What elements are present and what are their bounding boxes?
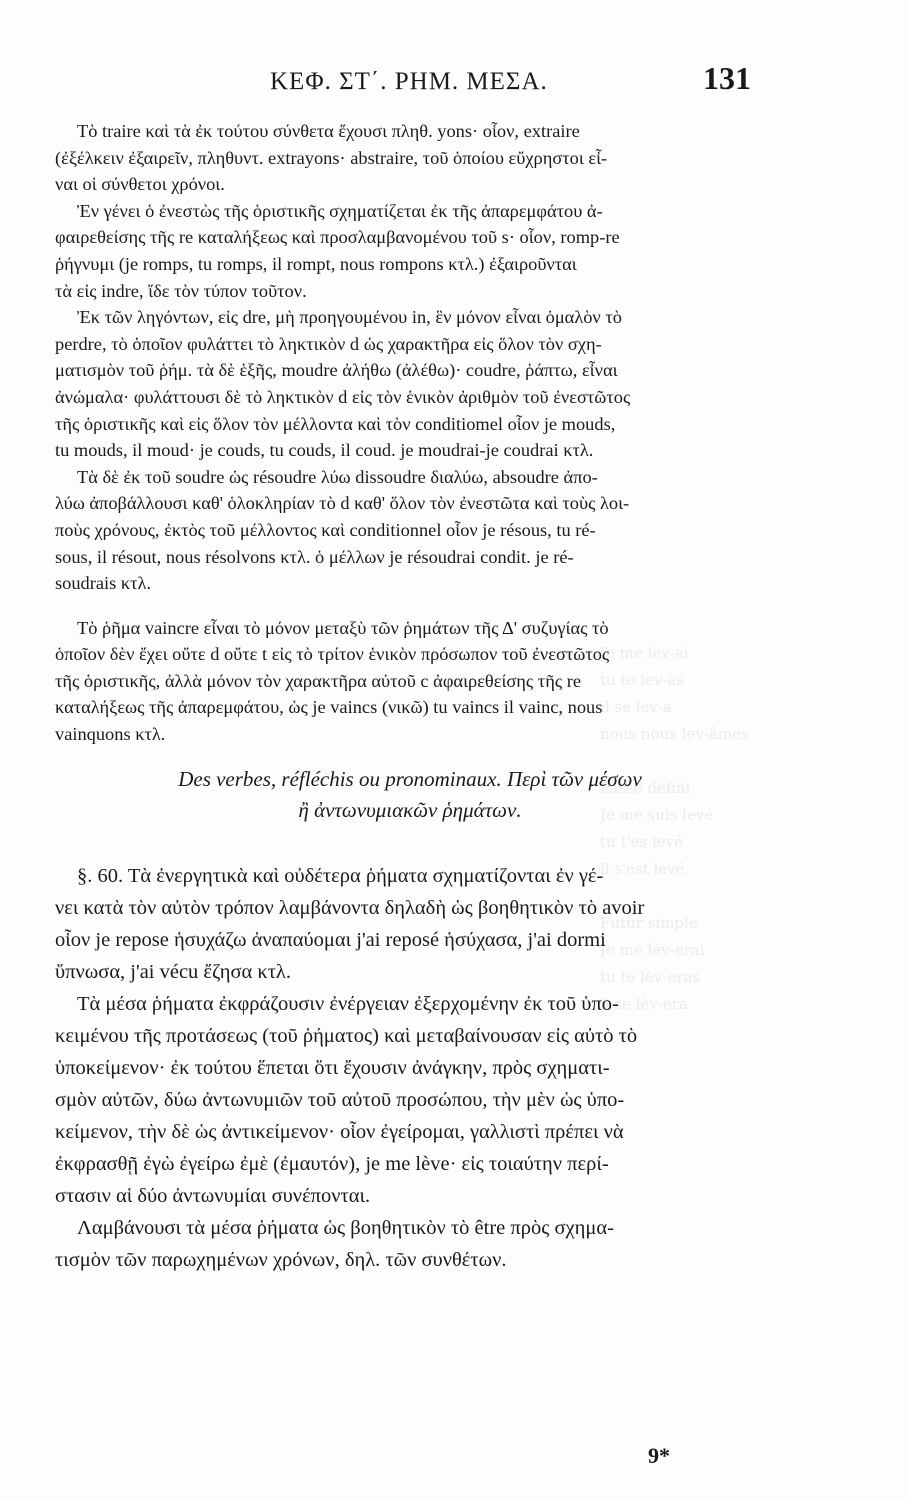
text-line: Τὸ traire καὶ τὰ ἐκ τούτου σύνθετα ἔχουσι πληθ. yons· οἷον, extraire [77, 121, 580, 141]
text-line: στασιν αἱ δύο ἀντωνυμίαι συνέπονται. [55, 1184, 371, 1207]
text-line: ποὺς χρόνους, ἐκτὸς τοῦ μέλλοντος καὶ conditionnel οἷον je résous, tu ré- [55, 519, 596, 540]
text-line: ὕπνωσα, j'ai vécu ἔζησα κτλ. [55, 960, 292, 983]
text-line: sous, il résout, nous résolvons κτλ. ὁ μέλλων je résoudrai condit. je ré- [55, 546, 574, 567]
text-line: τισμὸν τῶν παρωχημένων χρόνων, δηλ. τῶν συνθέτων. [55, 1248, 507, 1271]
text-line: perdre, τὸ ὁποῖον φυλάττει τὸ ληκτικὸν d ὡς χαρακτῆρα εἰς ὅλον τὸν σχη- [55, 333, 602, 354]
text-line: soudrais κτλ. [55, 573, 152, 594]
paragraph-traire [55, 118, 765, 198]
body-text [55, 118, 765, 1276]
text-line: κειμένου τῆς προτάσεως (τοῦ ῥήματος) καὶ μεταβαίνουσαν εἰς αὐτὸ τὸ [55, 1024, 638, 1047]
text-line: ματισμὸν τοῦ ῥήμ. τὰ δὲ ἑξῆς, moudre ἀλήθω (ἀλέθω)· coudre, ῥάπτω, εἶναι [55, 360, 618, 381]
text-line: ἐκφρασθῇ ἐγὼ ἐγείρω ἐμὲ (ἐμαυτόν), je me lève· εἰς τοιαύτην περί- [55, 1152, 609, 1175]
text-line: τῆς ὁριστικῆς καὶ εἰς ὅλον τὸν μέλλοντα καὶ τὸν conditiomel οἷον je mouds, [55, 413, 616, 434]
section-gap [55, 826, 765, 860]
text-line: καταλήξεως τῆς ἀπαρεμφάτου, ὡς je vaincs (νικῶ) tu vaincs il vainc, nous [55, 697, 603, 718]
paragraph-middle-verbs [55, 988, 765, 1212]
text-line: ἀνώμαλα· φυλάττουσι δὲ τὸ ληκτικὸν d εἰς τὸν ἑνικὸν ἀριθμὸν τοῦ ἐνεστῶτος [55, 386, 631, 407]
text-line: ὑποκείμενον· ἐκ τούτου ἕπεται ὅτι ἔχουσιν ἀνάγκην, πρὸς σχηματι- [55, 1056, 610, 1079]
printer-signature-mark: 9* [648, 1443, 670, 1468]
text-line: ῥήγνυμι (je romps, tu romps, il rompt, nous rompons κτλ.) ἐξαιροῦνται [55, 253, 577, 274]
paragraph-soudre [55, 464, 765, 597]
paragraph-gap [55, 597, 765, 615]
text-line: ὁποῖον δὲν ἔχει οὔτε d οὔτε t εἰς τὸ τρίτον ἑνικὸν πρόσωπον τοῦ ἐνεστῶτος [55, 644, 610, 665]
text-line: φαιρεθείσης τῆς re καταλήξεως καὶ προσλαμβανομένου τοῦ s· οἷον, romp-re [55, 227, 620, 248]
section-heading-line-2: ἢ ἀντωνυμιακῶν ῥημάτων. [298, 797, 522, 822]
text-line: σμὸν αὐτῶν, δύω ἀντωνυμιῶν τοῦ αὐτοῦ προσώπου, τὴν μὲν ὡς ὑπο- [55, 1088, 625, 1111]
paragraph-section-60 [55, 860, 765, 988]
section-heading-line-1: Des verbes, réfléchis ou pronominaux. Περὶ τῶν μέσων [178, 766, 642, 791]
paragraph-present-formation [55, 198, 765, 304]
page-number: 131 [703, 60, 751, 96]
text-line: κείμενον, τὴν δὲ ὡς ἀντικείμενον· οἷον ἐγείρομαι, γαλλιστὶ πρέπει νὰ [55, 1120, 624, 1143]
text-line: Τὰ δὲ ἐκ τοῦ soudre ὡς résoudre λύω dissoudre διαλύω, absoudre ἀπο- [77, 466, 598, 487]
text-line: ναι οἱ σύνθετοι χρόνοι. [55, 174, 225, 195]
text-line: Λαμβάνουσι τὰ μέσα ῥήματα ὡς βοηθητικὸν τὸ être πρὸς σχημα- [77, 1216, 614, 1239]
running-head: ΚΕΦ. ΣΤ΄. ΡΗΜ. ΜΕΣΑ. [270, 68, 548, 95]
text-line: (ἐξέλκειν ἐξαιρεῖν, πληθυντ. extrayons· abstraire, τοῦ ὁποίου εὔχρηστοι εἶ- [55, 147, 608, 168]
text-line: tu mouds, il moud· je couds, tu couds, il coud. je moudrai-je coudrai κτλ. [55, 440, 594, 461]
page-header [0, 60, 907, 100]
paragraph-vaincre [55, 615, 765, 748]
text-line: vainquons κτλ. [55, 724, 166, 745]
show-through-bleed: Je me lev-ai tu te lev-as il se lev-a nous nous lev-âmes Passé défini Je me suis levé tu t'es levé il s'est levé Futur simple Je me lèv-erai tu te lèv-eras il se lèv-era [600, 644, 749, 1013]
paragraph-dre-verbs [55, 304, 765, 464]
text-line: τῆς ὁριστικῆς, ἀλλὰ μόνον τὸν χαρακτῆρα αὐτοῦ c ἀφαιρεθείσης τῆς re [55, 670, 581, 691]
paragraph-auxiliary-etre [55, 1212, 765, 1276]
section-60 [55, 860, 765, 1276]
text-line: οἷον je repose ἡσυχάζω ἀναπαύομαι j'ai reposé ἡσύχασα, j'ai dormi [55, 928, 606, 951]
text-line: τὰ εἰς indre, ἴδε τὸν τύπον τοῦτον. [55, 280, 307, 301]
text-line: §. 60. Τὰ ἐνεργητικὰ καὶ οὐδέτερα ῥήματα σχηματίζονται ἐν γέ- [77, 864, 604, 887]
text-line: Ἐκ τῶν ληγόντων, εἰς dre, μὴ προηγουμένου in, ἓν μόνον εἶναι ὁμαλὸν τὸ [77, 307, 622, 328]
text-line: νει κατὰ τὸν αὐτὸν τρόπον λαμβάνοντα δηλαδὴ ὡς βοηθητικὸν τὸ avoir [55, 896, 645, 919]
text-line: Ἐν γένει ὁ ἐνεστὼς τῆς ὁριστικῆς σχηματίζεται ἐκ τῆς ἀπαρεμφάτου ἀ- [77, 200, 603, 221]
text-line: Τὸ ῥῆμα vaincre εἶναι τὸ μόνον μεταξὺ τῶν ῥημάτων τῆς Δ' συζυγίας τὸ [77, 617, 609, 638]
text-line: λύω ἀποβάλλουσι καθ' ὁλοκληρίαν τὸ d καθ' ὅλον τὸν ἐνεστῶτα καὶ τοὺς λοι- [55, 493, 630, 514]
text-line: Τὰ μέσα ῥήματα ἐκφράζουσιν ἐνέργειαν ἐξερχομένην ἐκ τοῦ ὑπο- [77, 992, 619, 1015]
